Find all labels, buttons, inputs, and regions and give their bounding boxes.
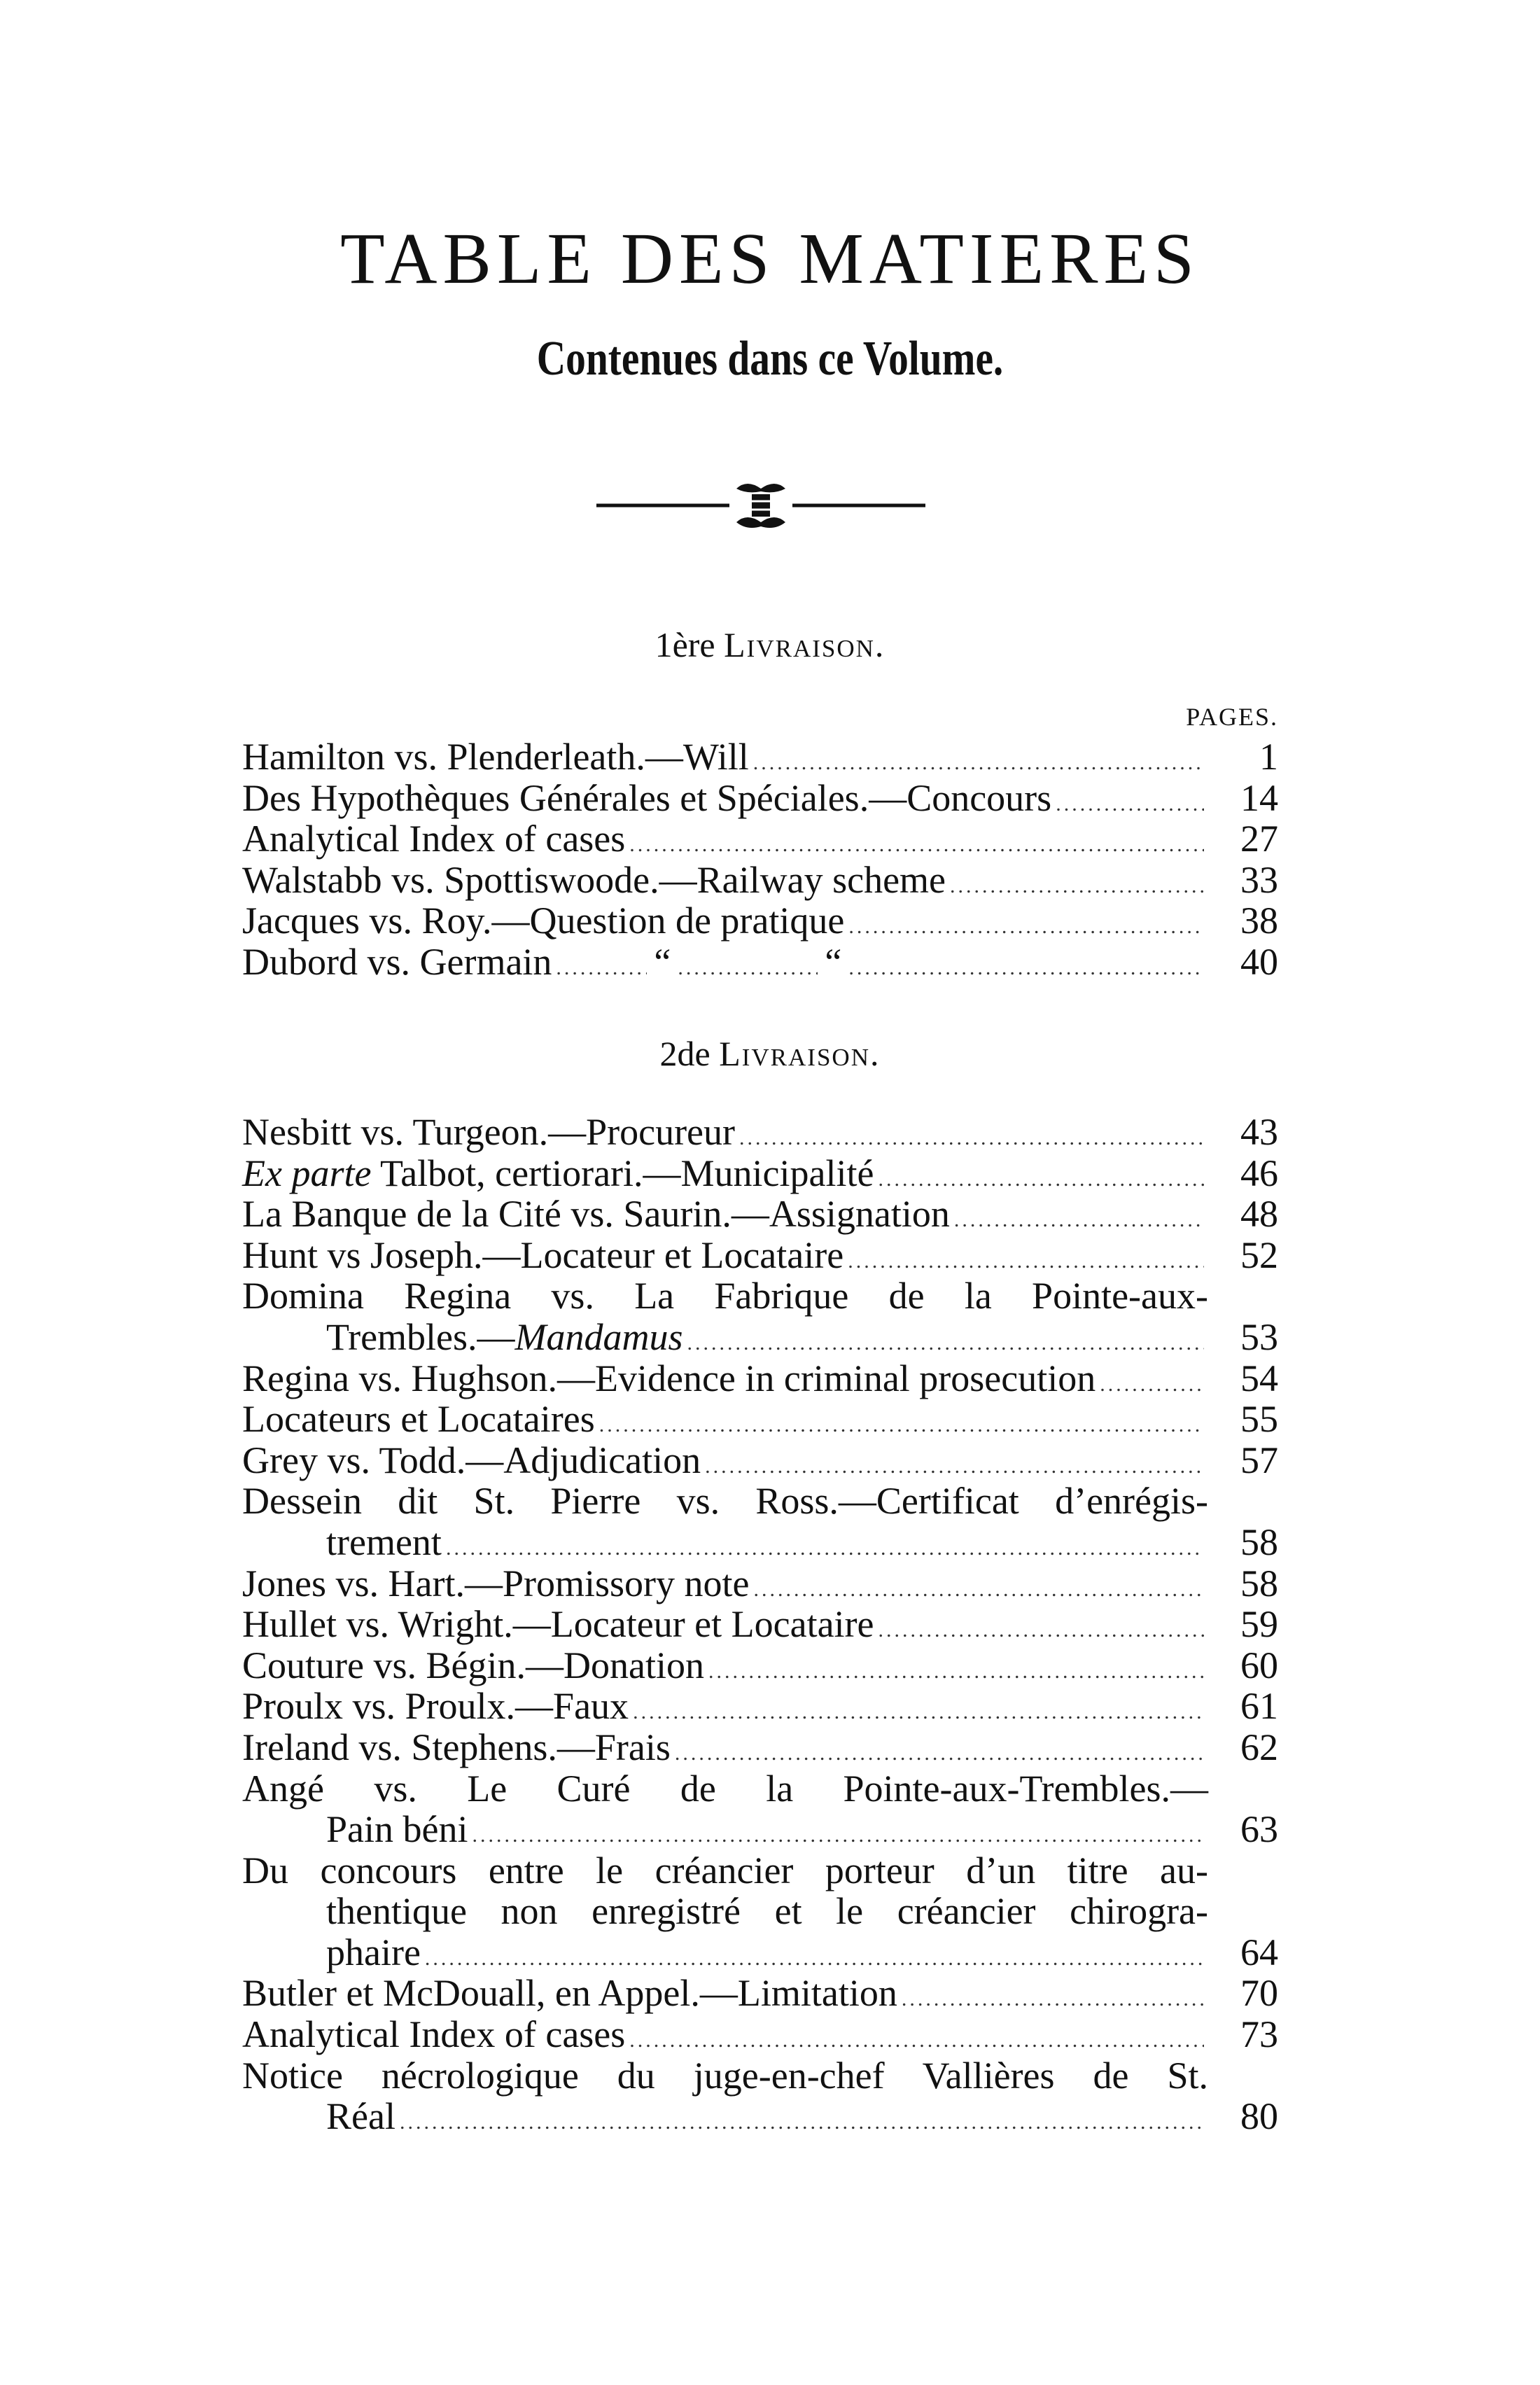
entry-title: Proulx vs. Proulx.—Faux	[242, 1685, 629, 1728]
section-2-heading	[0, 1036, 1540, 1071]
entry-page: 14	[1240, 776, 1278, 819]
entry-title-line1: Notice nécrologique du juge-en-chef Vallières de St.	[242, 2054, 1208, 2097]
entry-title-line2: thentique non enregistré et le créancier chirogra-	[326, 1890, 1208, 1933]
entry-title: Walstabb vs. Spottiswoode.—Railway scheme	[242, 858, 946, 901]
toc-entry	[242, 1563, 1278, 1604]
dot-leader	[954, 1200, 1204, 1241]
dot-leader	[400, 2102, 1204, 2143]
entry-page: 53	[1240, 1315, 1278, 1358]
toc-entry	[242, 1522, 1278, 1563]
entry-page: 46	[1240, 1152, 1278, 1194]
entry-page: 63	[1240, 1808, 1278, 1851]
entry-page: 57	[1240, 1439, 1278, 1481]
entry-page: 55	[1240, 1398, 1278, 1441]
dot-leader	[678, 948, 818, 989]
entry-page: 27	[1240, 818, 1278, 860]
entry-title: Hullet vs. Wright.—Locateur et Locataire	[242, 1603, 874, 1646]
entry-title-line1: Domina Regina vs. La Fabrique de la Pointe-aux-	[242, 1275, 1208, 1317]
entry-page: 62	[1240, 1726, 1278, 1768]
toc-entry	[242, 2014, 1278, 2055]
toc-entry-line1	[242, 2055, 1278, 2097]
entry-page: 38	[1240, 900, 1278, 942]
section-2-number: 2de	[659, 1034, 710, 1073]
toc-entry	[242, 2096, 1278, 2137]
toc-entry	[242, 778, 1278, 819]
page-subtitle: Contenues dans ce Volume.	[536, 332, 1004, 386]
section-2-entries	[242, 1112, 1278, 2137]
entry-title: Butler et McDouall, en Appel.—Limitation	[242, 1972, 897, 2015]
toc-entry	[242, 1932, 1278, 1973]
entry-page: 59	[1240, 1603, 1278, 1646]
entry-title: Des Hypothèques Générales et Spéciales.—Concours	[242, 776, 1052, 819]
entry-title: Grey vs. Todd.—Adjudication	[242, 1439, 701, 1481]
entry-title-line1: Dessein dit St. Pierre vs. Ross.—Certificat d’enrégis-	[242, 1480, 1208, 1523]
entry-title: Ireland vs. Stephens.—Frais	[242, 1726, 671, 1768]
dot-leader	[708, 1651, 1204, 1693]
toc-entry	[242, 900, 1278, 942]
entry-title: Trembles.—	[326, 1315, 515, 1358]
entry-page: 33	[1240, 858, 1278, 901]
entry-title: Regina vs. Hughson.—Evidence in criminal prosecution	[242, 1357, 1096, 1399]
toc-entry	[242, 1809, 1278, 1850]
ditto-mark: “	[825, 940, 842, 983]
entry-page: 73	[1240, 2013, 1278, 2056]
entry-page: 58	[1240, 1562, 1278, 1604]
entry-page: 48	[1240, 1193, 1278, 1236]
toc-entry	[242, 1604, 1278, 1645]
entry-title: Locateurs et Locataires	[242, 1398, 595, 1441]
ornament-divider	[596, 473, 925, 536]
entry-title: Couture vs. Bégin.—Donation	[242, 1644, 704, 1686]
entry-title: Dubord vs. Germain	[242, 940, 552, 983]
toc-entry	[242, 1440, 1278, 1481]
entry-page: 80	[1240, 2095, 1278, 2138]
toc-entry	[242, 1317, 1278, 1358]
entry-title: Nesbitt vs. Turgeon.—Procureur	[242, 1111, 736, 1153]
entry-page: 54	[1240, 1357, 1278, 1399]
toc-entry	[242, 1358, 1278, 1399]
toc-entry	[242, 1399, 1278, 1440]
toc-entry	[242, 1194, 1278, 1235]
entry-page: 52	[1240, 1233, 1278, 1276]
toc-entry	[242, 1686, 1278, 1727]
toc-entry	[242, 1727, 1278, 1768]
pages-column-label: PAGES.	[1186, 703, 1278, 731]
entry-title: phaire	[326, 1931, 421, 1973]
dot-leader	[1100, 1364, 1204, 1406]
dot-leader	[902, 1979, 1204, 2020]
entry-title-line1: Angé vs. Le Curé de la Pointe-aux-Trembles.—	[242, 1767, 1208, 1810]
entry-title: Réal	[326, 2095, 396, 2138]
entry-page: 43	[1240, 1111, 1278, 1153]
dot-leader	[1056, 784, 1204, 825]
toc-entry	[242, 1645, 1278, 1686]
entry-page: 70	[1240, 1972, 1278, 2015]
toc-entry	[242, 942, 1278, 983]
page-title: TABLE DES MATIERES	[340, 218, 1200, 299]
dot-leader	[878, 1610, 1205, 1651]
ditto-mark: “	[654, 940, 671, 983]
entry-title: Jones vs. Hart.—Promissory note	[242, 1562, 750, 1604]
entry-title: Pain béni	[326, 1808, 468, 1851]
entry-title: La Banque de la Cité vs. Saurin.—Assignation	[242, 1193, 950, 1236]
toc-entry	[242, 860, 1278, 901]
dot-leader	[950, 866, 1204, 907]
entry-title: Analytical Index of cases	[242, 818, 626, 860]
entry-page: 1	[1259, 736, 1278, 778]
dot-leader	[556, 948, 647, 989]
toc-entry	[242, 736, 1278, 778]
toc-entry	[242, 1153, 1278, 1194]
toc-entry	[242, 1235, 1278, 1276]
toc-entry	[242, 818, 1278, 860]
entry-title: Talbot, certiorari.—Municipalité	[371, 1152, 874, 1194]
section-1-heading	[0, 627, 1540, 662]
entry-title-italic: Ex parte	[242, 1152, 372, 1194]
toc-entry	[242, 1112, 1278, 1153]
toc-entry-line1	[242, 1768, 1278, 1810]
entry-title: trement	[326, 1520, 442, 1563]
entry-title: Hunt vs Joseph.—Locateur et Locataire	[242, 1233, 844, 1276]
dot-leader	[633, 1692, 1204, 1733]
toc-entry-line1	[242, 1850, 1278, 1891]
entry-title-line1: Du concours entre le créancier porteur d’un titre au-	[242, 1849, 1208, 1891]
dot-leader	[848, 948, 1204, 989]
entry-page: 61	[1240, 1685, 1278, 1728]
entry-title: Jacques vs. Roy.—Question de pratique	[242, 900, 845, 942]
toc-entry-line2	[242, 1891, 1278, 1932]
entry-page: 64	[1240, 1931, 1278, 1973]
entry-title: Analytical Index of cases	[242, 2013, 626, 2056]
entry-title: Hamilton vs. Plenderleath.—Will	[242, 736, 749, 778]
section-1-entries	[242, 736, 1278, 983]
entry-page: 40	[1240, 940, 1278, 983]
section-1-word: Livraison.	[724, 625, 886, 664]
entry-page: 60	[1240, 1644, 1278, 1686]
section-2-word: Livraison.	[719, 1034, 881, 1073]
entry-title-italic: Mandamus	[514, 1315, 683, 1358]
section-1-number: 1ère	[654, 625, 715, 664]
toc-entry-line1	[242, 1481, 1278, 1522]
toc-entry-line1	[242, 1275, 1278, 1317]
dot-leader	[848, 907, 1204, 948]
toc-entry	[242, 1973, 1278, 2014]
entry-page: 58	[1240, 1520, 1278, 1563]
